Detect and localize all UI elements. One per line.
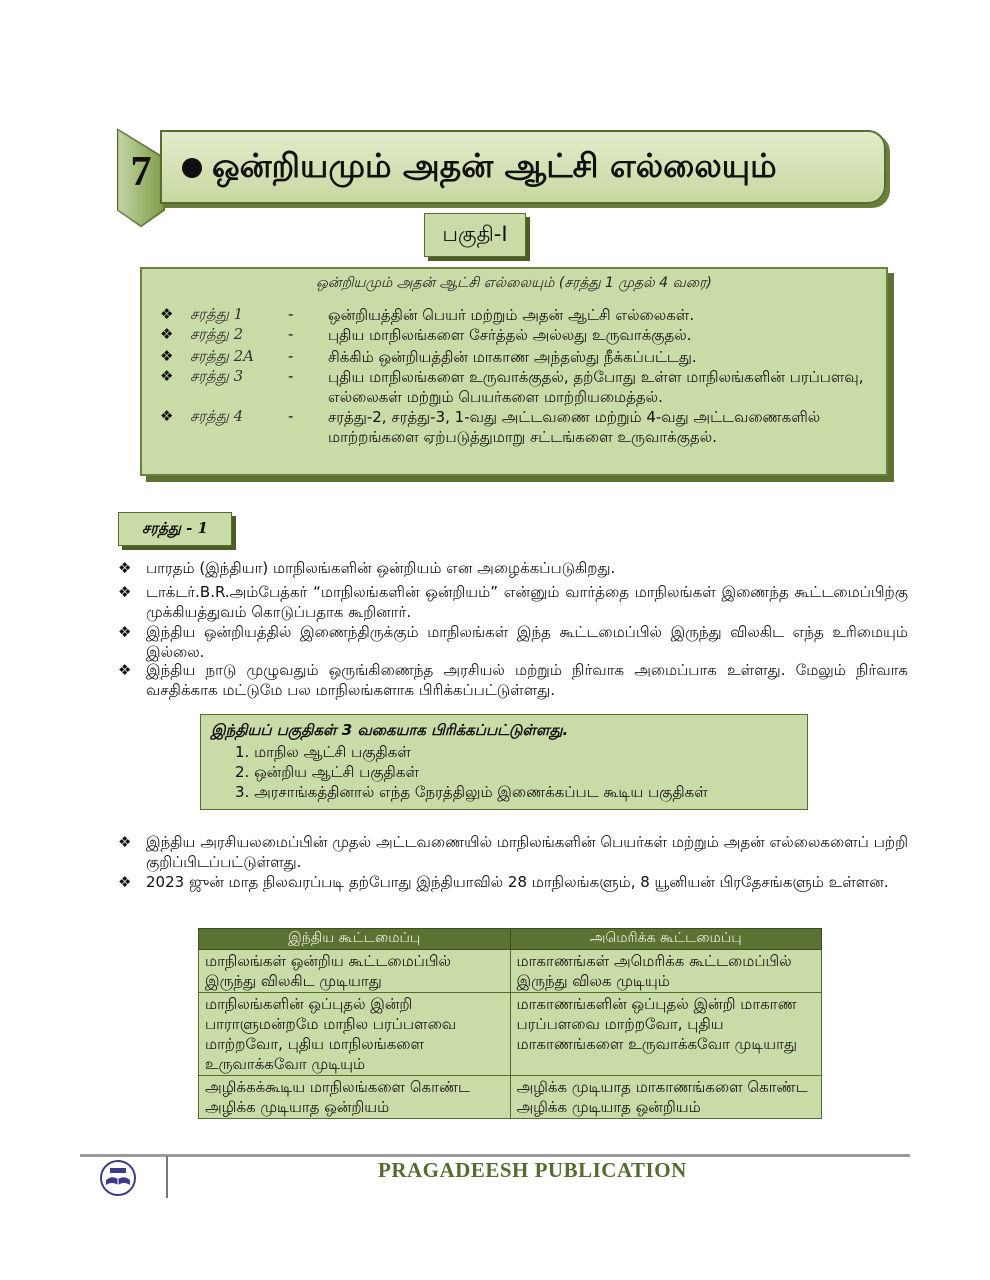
column-header: இந்திய கூட்டமைப்பு (199, 929, 511, 950)
diamond-bullet-icon: ❖ (118, 661, 132, 679)
diamond-bullet-icon: ❖ (160, 347, 174, 365)
publisher-name: PRAGADEESH PUBLICATION (378, 1158, 687, 1182)
diamond-bullet-icon: ❖ (160, 407, 174, 425)
section-label: சரத்து - 1 (118, 512, 232, 546)
article-description: சிக்கிம் ஒன்றியத்தின் மாகாண அந்தஸ்து நீக்கப்பட்டது. (328, 348, 697, 366)
article-dash: - (288, 347, 294, 365)
article-description: ஒன்றியத்தின் பெயர் மற்றும் அதன் ஆட்சி எல்லைகள். (328, 306, 695, 324)
footer-divider (80, 1154, 910, 1157)
categories-title: இந்தியப் பகுதிகள் 3 வகையாக பிரிக்கப்பட்டுள்ளது. (211, 721, 569, 739)
table-cell: அழிக்கக்கூடிய மாநிலங்களை கொண்ட அழிக்க முடியாத ஒன்றியம் (199, 1076, 511, 1119)
article-description: சரத்து-2, சரத்து-3, 1-வது அட்டவணை மற்றும் 4-வது அட்டவணைகளில் மாற்றங்களை ஏற்படுத்துமாறு சட்டங்களை உருவாக்குதல். (328, 408, 821, 446)
column-header: அமெரிக்க கூட்டமைப்பு (510, 929, 822, 950)
chapter-title: ஒன்றியமும் அதன் ஆட்சி எல்லையும் (212, 146, 777, 185)
bullet-text: பாரதம் (இந்தியா) மாநிலங்களின் ஒன்றியம் என அழைக்கப்படுகிறது. (146, 559, 616, 577)
table-cell: அழிக்க முடியாத மாகாணங்களை கொண்ட அழிக்க முடியாத ஒன்றியம் (510, 1076, 822, 1119)
table-header-row (199, 929, 822, 950)
table-cell: மாநிலங்களின் ஒப்புதல் இன்றி பாராளுமன்றமே மாநில பரப்பளவை மாற்றவோ, புதிய மாநிலங்களை உருவாக்கவோ முடியும் (199, 993, 511, 1076)
table-row (199, 1076, 822, 1119)
article-description: புதிய மாநிலங்களை உருவாக்குதல், தற்போது உள்ள மாநிலங்களின் பரப்பளவு, எல்லைகள் மற்றும் பெயர்களை மாற்றியமைத்தல். (328, 368, 864, 406)
category-item: 1. மாநில ஆட்சி பகுதிகள் (235, 743, 411, 761)
table-cell: மாகாணங்களின் ஒப்புதல் இன்றி மாகாண பரப்பளவை மாற்றவோ, புதிய மாகாணங்களை உருவாக்கவோ முடியாது (510, 993, 822, 1076)
part-label: பகுதி-I (424, 213, 526, 257)
category-item: 3. அரசாங்கத்தினால் எந்த நேரத்திலும் இணைக்கப்பட கூடிய பகுதிகள் (235, 783, 708, 801)
article-number: சரத்து 3 (190, 367, 244, 385)
diamond-bullet-icon: ❖ (118, 559, 132, 577)
summary-title: ஒன்றியமும் அதன் ஆட்சி எல்லையும் (சரத்து 1 முதல் 4 வரை) (316, 275, 712, 291)
articles-summary-box (140, 267, 888, 476)
article-dash: - (288, 325, 294, 343)
table-cell: மாகாணங்கள் அமெரிக்க கூட்டமைப்பில் இருந்து விலக முடியும் (510, 950, 822, 993)
diamond-bullet-icon: ❖ (118, 833, 132, 851)
federation-comparison-table (198, 928, 822, 1119)
diamond-bullet-icon: ❖ (160, 305, 174, 323)
footer-vertical-divider (166, 1156, 168, 1198)
bullet-text: டாக்டர்.B.R.அம்பேத்கர் “மாநிலங்களின் ஒன்றியம்” என்னும் வார்த்தை மாநிலங்கள் இணைந்த கூட்டமைப்பிற்கு முக்கியத்துவம் கொடுப்பதாக கூறினார். (146, 583, 908, 621)
bullet-text: இந்திய நாடு முழுவதும் ஒருங்கிணைந்த அரசியல் மற்றும் நிர்வாக அமைப்பாக உள்ளது. மேலும் நிர்வாக வசதிக்காக மட்டுமே பல மாநிலங்களாக பிரிக்கப்பட்டுள்ளது. (146, 661, 908, 699)
bullet-text: இந்திய அரசியலமைப்பின் முதல் அட்டவணையில் மாநிலங்களின் பெயர்கள் மற்றும் அதன் எல்லைகளைப் பற்றி குறிப்பிடப்பட்டுள்ளது. (146, 833, 908, 871)
book-logo-icon (90, 1158, 146, 1198)
chapter-number: 7 (130, 149, 152, 195)
table-row (199, 950, 822, 993)
article-number: சரத்து 2A (190, 347, 254, 365)
table-cell: மாநிலங்கள் ஒன்றிய கூட்டமைப்பில் இருந்து விலகிட முடியாது (199, 950, 511, 993)
diamond-bullet-icon: ❖ (118, 583, 132, 601)
diamond-bullet-icon: ❖ (118, 873, 132, 891)
article-dash: - (288, 305, 294, 323)
diamond-bullet-icon: ❖ (118, 623, 132, 641)
article-number: சரத்து 4 (190, 407, 244, 425)
table-row (199, 993, 822, 1076)
diamond-bullet-icon: ❖ (160, 367, 174, 385)
diamond-bullet-icon: ❖ (160, 325, 174, 343)
article-dash: - (288, 367, 294, 385)
category-item: 2. ஒன்றிய ஆட்சி பகுதிகள் (235, 763, 419, 781)
title-bullet-icon (182, 158, 202, 178)
bullet-text: இந்திய ஒன்றியத்தில் இணைந்திருக்கும் மாநிலங்கள் இந்த கூட்டமைப்பில் இருந்து விலகிட எந்த உரிமையும் இல்லை. (146, 623, 908, 661)
article-number: சரத்து 1 (190, 305, 244, 323)
categories-box (200, 714, 808, 810)
bullet-text: 2023 ஜுன் மாத நிலவரப்படி தற்போது இந்தியாவில் 28 மாநிலங்களும், 8 யூனியன் பிரதேசங்களும் உள்ளன. (146, 873, 889, 891)
article-description: புதிய மாநிலங்களை சேர்த்தல் அல்லது உருவாக்குதல். (328, 326, 692, 344)
article-number: சரத்து 2 (190, 325, 244, 343)
article-dash: - (288, 407, 294, 425)
